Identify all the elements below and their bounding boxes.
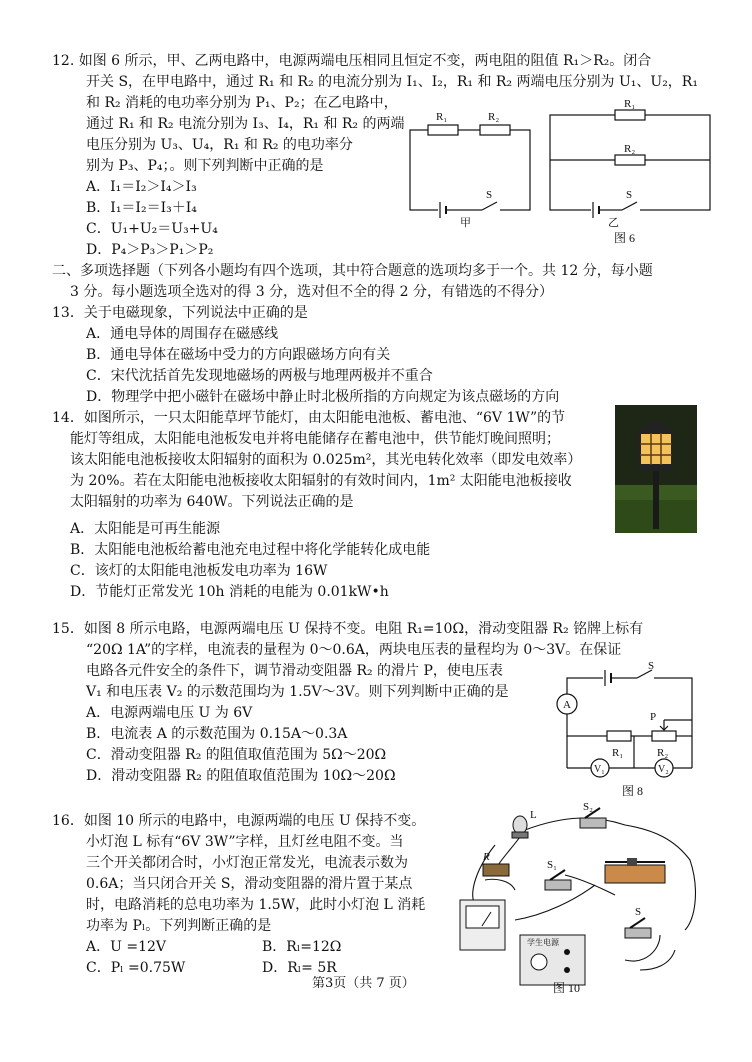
fig6-r1-jia: R₁ [436,111,448,123]
q16-line-1: 16．如图 10 所示的电路中，电源两端的电压 U 保持不变。 [52,813,426,829]
switch-s-icon [625,918,651,938]
q14-option-b: B．太阳能电池板给蓄电池充电过程中将化学能转化成电能 [70,542,431,558]
q12-line-3: 和 R₂ 消耗的电功率分别为 P₁、P₂；在乙电路中， [86,95,398,111]
q13-option-b: B．通电导体在磁场中受力的方向跟磁场方向有关 [86,347,391,363]
fig6-s-yi: S [626,189,633,201]
page-footer: 第3页（共 7 页） [312,976,415,991]
q13-option-c: C．宋代沈括首先发现地磁场的两极与地理两极并不重合 [86,368,433,384]
q14-line-2: 能灯等组成，太阳能电池板发电并将电能储存在蓄电池中，供节能灯晚间照明； [70,431,560,447]
fig8-slider-label: P [650,711,657,723]
q16-line-6: 功率为 Pₗ。下列判断正确的是 [86,918,272,934]
q15-line-4: V₁ 和电压表 V₂ 的示数范围均为 1.5V～3V。则下列判断中正确的是 [86,684,509,700]
q16-option-b: B．Rₗ=12Ω [262,939,342,955]
q14-option-c: C．该灯的太阳能电池板发电功率为 16W [70,563,328,579]
ammeter-icon [460,900,505,950]
fig8-ammeter-label: A [563,699,571,711]
fig8-r2-label: R₂ [657,747,669,759]
fig8-v1-label: V₁ [594,764,605,775]
fig6-jia-label: 甲 [460,217,471,229]
fig8-switch-label: S [648,660,655,672]
fig6-yi-label: 乙 [608,217,619,229]
q16-option-a: A．U =12V [86,939,167,955]
q15-line-1: 15．如图 8 所示电路，电源两端电压 U 保持不变。电阻 R₁=10Ω，滑动变阻器 R₂ 铭牌上标有 [52,621,644,637]
q12-option-d: D．P₄＞P₃＞P₁＞P₂ [86,242,214,258]
q12-option-c: C．U₁+U₂＝U₃+U₄ [86,221,218,237]
switch-s1-icon [545,870,571,890]
fig6-s-jia: S [486,189,493,201]
q14-line-4: 为 20%。若在太阳能电池板接收太阳辐射的有效时间内，1m² 太阳能电池板接收 [70,473,572,489]
q16-option-c: C．Pₗ =0.75W [86,960,186,976]
q14-line-3: 该太阳能电池板接收太阳辐射的面积为 0.025m²，其光电转化效率（即发电效率） [70,452,582,468]
q12-line-6: 别为 P₃、P₄；。则下列判断中正确的是 [86,158,324,174]
q14-line-5: 太阳辐射的功率为 640W。下列说法正确的是 [70,494,354,510]
q14-option-d: D．节能灯正常发光 10h 消耗的电能为 0.01kW•h [70,584,389,600]
rheostat-icon [605,858,665,883]
figure-6-circuits [400,100,720,250]
q16-line-3: 三个开关都闭合时，小灯泡正常发光，电流表示数为 [86,855,408,871]
lamp-icon [512,816,528,838]
q15-option-c: C．滑动变阻器 R₂ 的阻值取值范围为 5Ω～20Ω [86,747,387,763]
q15-line-2: “20Ω 1A”的字样，电流表的量程为 0～0.6A，两块电压表的量程均为 0～3V。在保证 [86,642,622,658]
q16-line-2: 小灯泡 L 标有“6V 3W”字样，且灯丝电阻不变。当 [86,834,404,850]
q16-line-5: 时，电路消耗的总电功率为 1.5W，此时小灯泡 L 消耗 [86,897,426,913]
resistor-r-icon [483,864,509,876]
section2-line-2: 3 分。每小题选项全选对的得 3 分，选对但不全的得 2 分，有错选的不得分） [70,284,553,300]
fig10-caption: 图 10 [553,981,581,995]
fig6-r1-yi: R₁ [624,100,636,110]
fig10-s1-label: S₁ [547,859,557,871]
q14-line-1: 14．如图所示，一只太阳能草坪节能灯，由太阳能电池板、蓄电池、“6V 1W”的节 [52,410,566,426]
q15-option-a: A．电源两端电压 U 为 6V [86,705,253,721]
fig10-s2-label: S₂ [583,801,593,813]
fig8-v2-label: V₂ [658,764,669,775]
q15-option-d: D．滑动变阻器 R₂ 的阻值取值范围为 10Ω～20Ω [86,768,396,784]
fig6-r2-yi: R₂ [624,143,636,155]
q12-line-2: 开关 S，在甲电路中，通过 R₁ 和 R₂ 的电流分别为 I₁、I₂，R₁ 和 R₂ 两端电压分别为 U₁、U₂，R₁ [86,74,698,90]
q12-line-5: 电压分别为 U₃、U₄，R₁ 和 R₂ 的电功率分 [86,137,353,153]
section2-line-1: 二、多项选择题（下列各小题均有四个选项，其中符合题意的选项均多于一个。共 12 分，每小题 [52,263,653,279]
q13-stem: 13．关于电磁现象，下列说法中正确的是 [52,305,308,321]
figure-8-circuit [552,660,712,800]
fig10-l-label: L [530,809,537,821]
q13-option-a: A．通电导体的周围存在磁感线 [86,326,279,342]
q13-option-d: D．物理学中把小磁针在磁场中静止时北极所指的方向规定为该点磁场的方向 [86,389,560,405]
fig6-caption: 图 6 [614,231,636,245]
q12-option-a: A．I₁＝I₂＞I₄＞I₃ [86,179,197,195]
q15-line-3: 电路各元件安全的条件下，调节滑动变阻器 R₂ 的滑片 P，使电压表 [86,663,503,679]
solar-lamp-photo [615,405,697,533]
q16-option-d: D．Rₗ= 5R [262,960,337,976]
q12-option-b: B．I₁＝I₂＝I₃＋I₄ [86,200,197,216]
fig8-caption: 图 8 [622,784,644,798]
q16-line-4: 0.6A；当只闭合开关 S，滑动变阻器的滑片置于某点 [86,876,413,892]
fig10-s-label: S [635,906,642,918]
q15-option-b: B．电流表 A 的示数范围为 0.15A～0.3A [86,726,348,742]
q12-line-1: 12. 如图 6 所示，甲、乙两电路中，电源两端电压相同且恒定不变，两电阻的阻值 R₁＞R₂。闭合 [52,53,652,69]
fig10-r-label: R [483,851,490,863]
q14-option-a: A．太阳能是可再生能源 [70,521,221,537]
fig8-r1-label: R₁ [612,747,624,759]
q12-line-4: 通过 R₁ 和 R₂ 电流分别为 I₃、I₄，R₁ 和 R₂ 的两端 [86,116,405,132]
figure-10-apparatus [455,800,705,995]
fig6-r2-jia: R₂ [488,111,500,123]
fig10-supply-label: 学生电源 [527,938,559,947]
